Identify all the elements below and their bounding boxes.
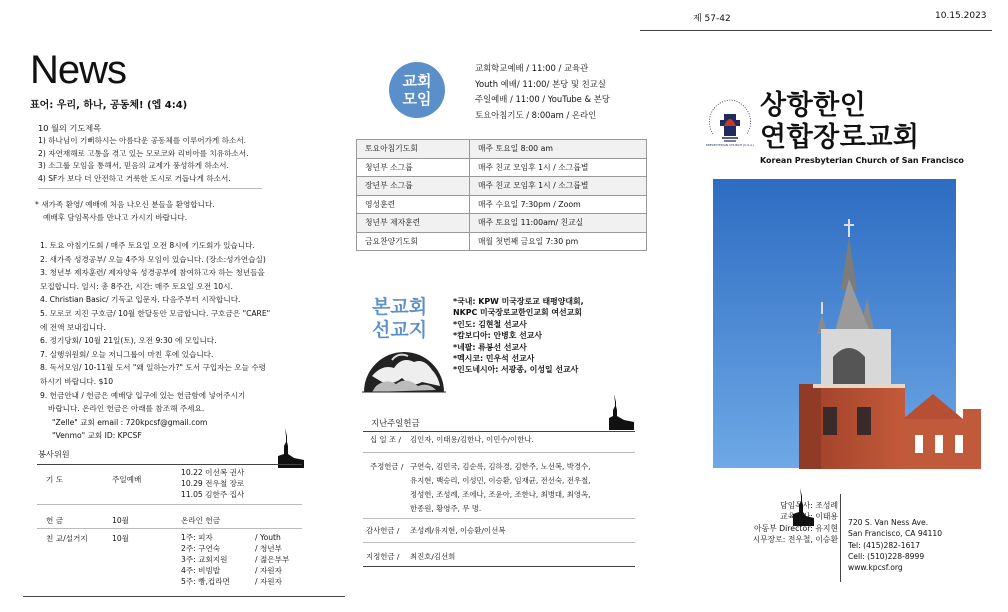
badge-line: 교회 [402,72,432,90]
server-service: 10월 [112,534,129,543]
table-cell: 토요아침기도회 [357,140,470,159]
server-line: 10.29 전우철 장로 [181,479,245,488]
divider [38,188,262,189]
table-cell: 금요찬양기도회 [357,232,470,251]
table-row [357,232,647,251]
notice-item: 하시기 바랍니다. $10 [40,376,114,386]
church-silhouette-icon [608,394,634,430]
mission-title-line: 본교회 [372,296,428,318]
server-line: 1주: 피자 [181,533,213,542]
server-label: 친 교/설거지 [46,534,88,543]
divider [37,504,302,505]
church-name-line: 상항한인 [760,90,867,121]
offering-label: 감사헌금 / [366,526,400,535]
issue-date: 10.15.2023 [935,11,987,21]
church-name [760,90,920,154]
table-row [357,158,647,177]
offerings-bottom-rule [363,566,635,567]
missionary-item: *멕시코: 민우석 선교사 [453,354,535,364]
prayer-title: 10 월의 기도제목 [38,123,102,133]
notice-item: 9. 헌금안내 / 헌금은 예배당 입구에 있는 헌금함에 넣어주시기 [40,390,246,400]
prayer-item: 2) 자연재해로 고통을 겪고 있는 모로코와 리비아를 치유하소서. [38,148,249,158]
missionary-item: *인도네시아: 서광종, 이성일 선교사 [453,365,579,375]
schedule-table [356,139,647,251]
welcome-line: 예배후 담임목사를 만나고 가시기 바랍니다. [43,213,188,222]
staff-item: 담임목사: 조성례 [780,501,838,510]
notice-item: 5. 모로코 지진 구호금/ 10월 한달동안 모금합니다. 구호금은 "CARE" [40,308,271,318]
address-line: Tel: (415)282-1617 [848,540,921,550]
church-name-line: 연합장로교회 [760,122,920,153]
table-cell: 매주 토요일 11:00am/ 친교실 [470,214,647,233]
prayer-item: 4) SF가 보다 더 안전하고 거룩한 도시로 거듭나게 하소서. [38,173,231,183]
staff-item: 아동부 Director: 유지현 [754,523,838,533]
server-label: 헌 금 [46,516,64,525]
server-group: / 자원자 [255,577,282,586]
offering-text: 유지현, 백승리, 이성민, 이승환, 임재균, 전선숙, 전우철, [410,476,591,485]
table-cell: 매주 친교 모임후 1시 / 소그룹별 [470,177,647,196]
header-rule [640,30,992,31]
offering-label: 주정헌금 / [370,462,404,471]
globe-icon [362,346,446,394]
missionary-item: *인도: 김현철 선교사 [453,319,527,329]
divider [363,452,635,453]
offering-text: 조성례/유지현, 이승환/이선복 [410,526,506,535]
servers-rule [37,464,302,465]
server-line: 3주: 교회지원 [181,555,228,564]
server-line: 10.22 이선복 권사 [181,468,245,477]
staff-list [753,500,838,545]
prayer-topics [38,121,298,185]
church-building-photo [713,179,983,469]
missionary-item: *네팔: 류봉선 선교사 [453,342,527,352]
server-line: 2주: 구연숙 [181,544,221,553]
missionary-list [453,296,584,376]
server-group: / 청년부 [255,544,282,553]
table-cell: 매주 토요일 8:00 am [470,140,647,159]
church-silhouette-icon [276,428,304,468]
church-name-english: Korean Presbyterian Church of San Francisco [760,156,964,165]
notice-item: 에 전액 보내집니다. [40,322,106,332]
mission-title [372,296,427,342]
mission-title-line: 선교지 [372,319,428,341]
presbyterian-logo [704,96,756,148]
church-gathering-badge [389,62,445,118]
news-title: News [30,48,127,92]
staff-item: 시무장로: 전우철, 이승환 [752,534,838,544]
table-cell: 매주 친교 모임후 1시 / 소그룹별 [470,158,647,177]
server-group: / 자원자 [255,566,282,575]
server-service: 주일예배 [112,475,142,484]
offering-text: 김인자, 이태용/김한나, 이민수/이한나. [410,435,534,444]
website-link[interactable]: www.kpcsf.org [848,563,903,573]
notice-item: 4. Christian Basic/ 기독교 입문자. 다음주부터 시작합니다. [40,295,241,305]
worship-item: 주일예배 / 11:00 / YouTube & 본당 [475,94,610,104]
server-line: 5주: 빵,컵라면 [181,577,230,586]
worship-item: 토요아침기도 / 8:00am / 온라인 [475,109,597,120]
notice-item: 바랍니다. 온라인 헌금은 아래를 참조해 주세요. [48,404,205,414]
offering-text: 구연숙, 김민국, 김순록, 김하경, 김한주, 노선복, 박경수, [410,462,591,471]
notice-item: 모집합니다. 일시: 총 8주간, 시간: 매주 토요일 오전 10시. [40,281,233,291]
welcome-line: * 새가족 환영/ 예배에 처음 나오신 분들을 환영합니다. [35,200,215,209]
prayer-item: 3) 소그룹 모임을 통해서, 믿음의 교제가 풍성하게 하소서. [38,161,229,170]
address-line: San Francisco, CA 94110 [848,529,943,539]
address-line: 720 S. Van Ness Ave. [848,518,929,527]
server-service: 10월 [112,516,129,525]
missionary-item: *캄보디아: 안병호 선교사 [453,331,543,341]
notice-item: 3. 청년부 제자훈련/ 제자양육 성경공부에 참여하고자 하는 청년들을 [40,268,265,278]
notice-item: 1. 토요 아침기도회 / 매주 토요일 오전 8시에 기도회가 있습니다. [40,241,255,250]
worship-item: 교회학교예배 / 11:00 / 교육관 [475,63,589,73]
notice-item: 2. 새가족 성경공부/ 오늘 4주차 모임이 있습니다. (장소:성가연습실) [40,254,266,264]
servers-title: 봉사위원 [38,449,70,459]
footer-rule-left [23,596,345,597]
table-cell: 영성훈련 [357,195,470,214]
church-address [848,517,942,573]
missionary-item: NKPC 미국장로교한인교회 여선교회 [453,308,582,318]
server-label: 기 도 [46,475,64,484]
staff-item: 교육목사: 이태용 [780,512,838,522]
offering-label: 지정헌금 / [366,552,400,561]
table-cell: 장년부 소그룹 [357,177,470,196]
notice-item: "Venmo" 교회 ID: KPCSF [52,431,142,441]
divider [363,518,635,519]
offering-text: 정성헌, 조성례, 조에나, 조윤아, 조한나, 최병대, 최영옥, [410,490,591,499]
table-cell: 청년부 소그룹 [357,158,470,177]
server-line: 4주: 비빔밥 [181,566,221,575]
table-row [357,177,647,196]
notice-item: 6. 정기당회/ 10월 21일(토), 오전 9:30 에 모입니다. [40,336,217,346]
motto: 표어: 우리, 하나, 공동체! (엡 4:4) [30,100,188,111]
table-row [357,195,647,214]
offerings-rule [363,431,635,432]
notice-item: 7. 실행위원회/ 오늘 저니그룹이 마친 후에 있습니다. [40,349,214,359]
offerings-title: 지난주일헌금 [371,418,420,428]
address-line: Cell: (510)228-8999 [848,551,925,561]
offering-label: 십 일 조 / [370,435,401,444]
notices-list [40,239,310,443]
notice-item: 8. 독서모임/ 10-11월 도서 "왜 일하는가?" 도서 구입자는 오늘 수령 [40,363,266,373]
issue-number: 제 57-42 [693,14,731,24]
badge-line: 모임 [402,90,432,108]
offering-text: 최진호/김선희 [410,552,456,561]
table-cell: 청년부 제자훈련 [357,214,470,233]
divider [363,542,635,543]
missionary-item: *국내: KPW 미국장로교 태평양대회, [453,297,584,306]
table-cell: 매월 첫번째 금요일 7:30 pm [470,232,647,251]
divider [37,528,302,529]
worship-list [475,61,610,123]
worship-item: Youth 예배/ 11:00/ 본당 및 친교실 [475,78,606,89]
divider-vertical [840,494,841,582]
server-line: 11.05 김한주 집사 [181,490,245,499]
server-line: 온라인 헌금 [181,516,221,525]
server-group: / Youth [255,533,281,542]
offering-text: 한종원, 황영주, 무 명. [410,504,482,513]
table-row [357,140,647,159]
notice-item: "Zelle" 교회 email : 720kpcsf@gmail.com [52,417,208,427]
welcome-note [35,198,295,224]
logo-text: PRESBYTERIAN CHURCH (U.S.A.) [705,143,755,147]
prayer-item: 1) 하나님이 기뻐하시는 아름다운 공동체를 이루어가게 하소서. [38,136,247,145]
table-cell: 매주 수요일 7:30pm / Zoom [470,195,647,214]
server-group: / 젊은부부 [255,555,290,564]
table-row [357,214,647,233]
